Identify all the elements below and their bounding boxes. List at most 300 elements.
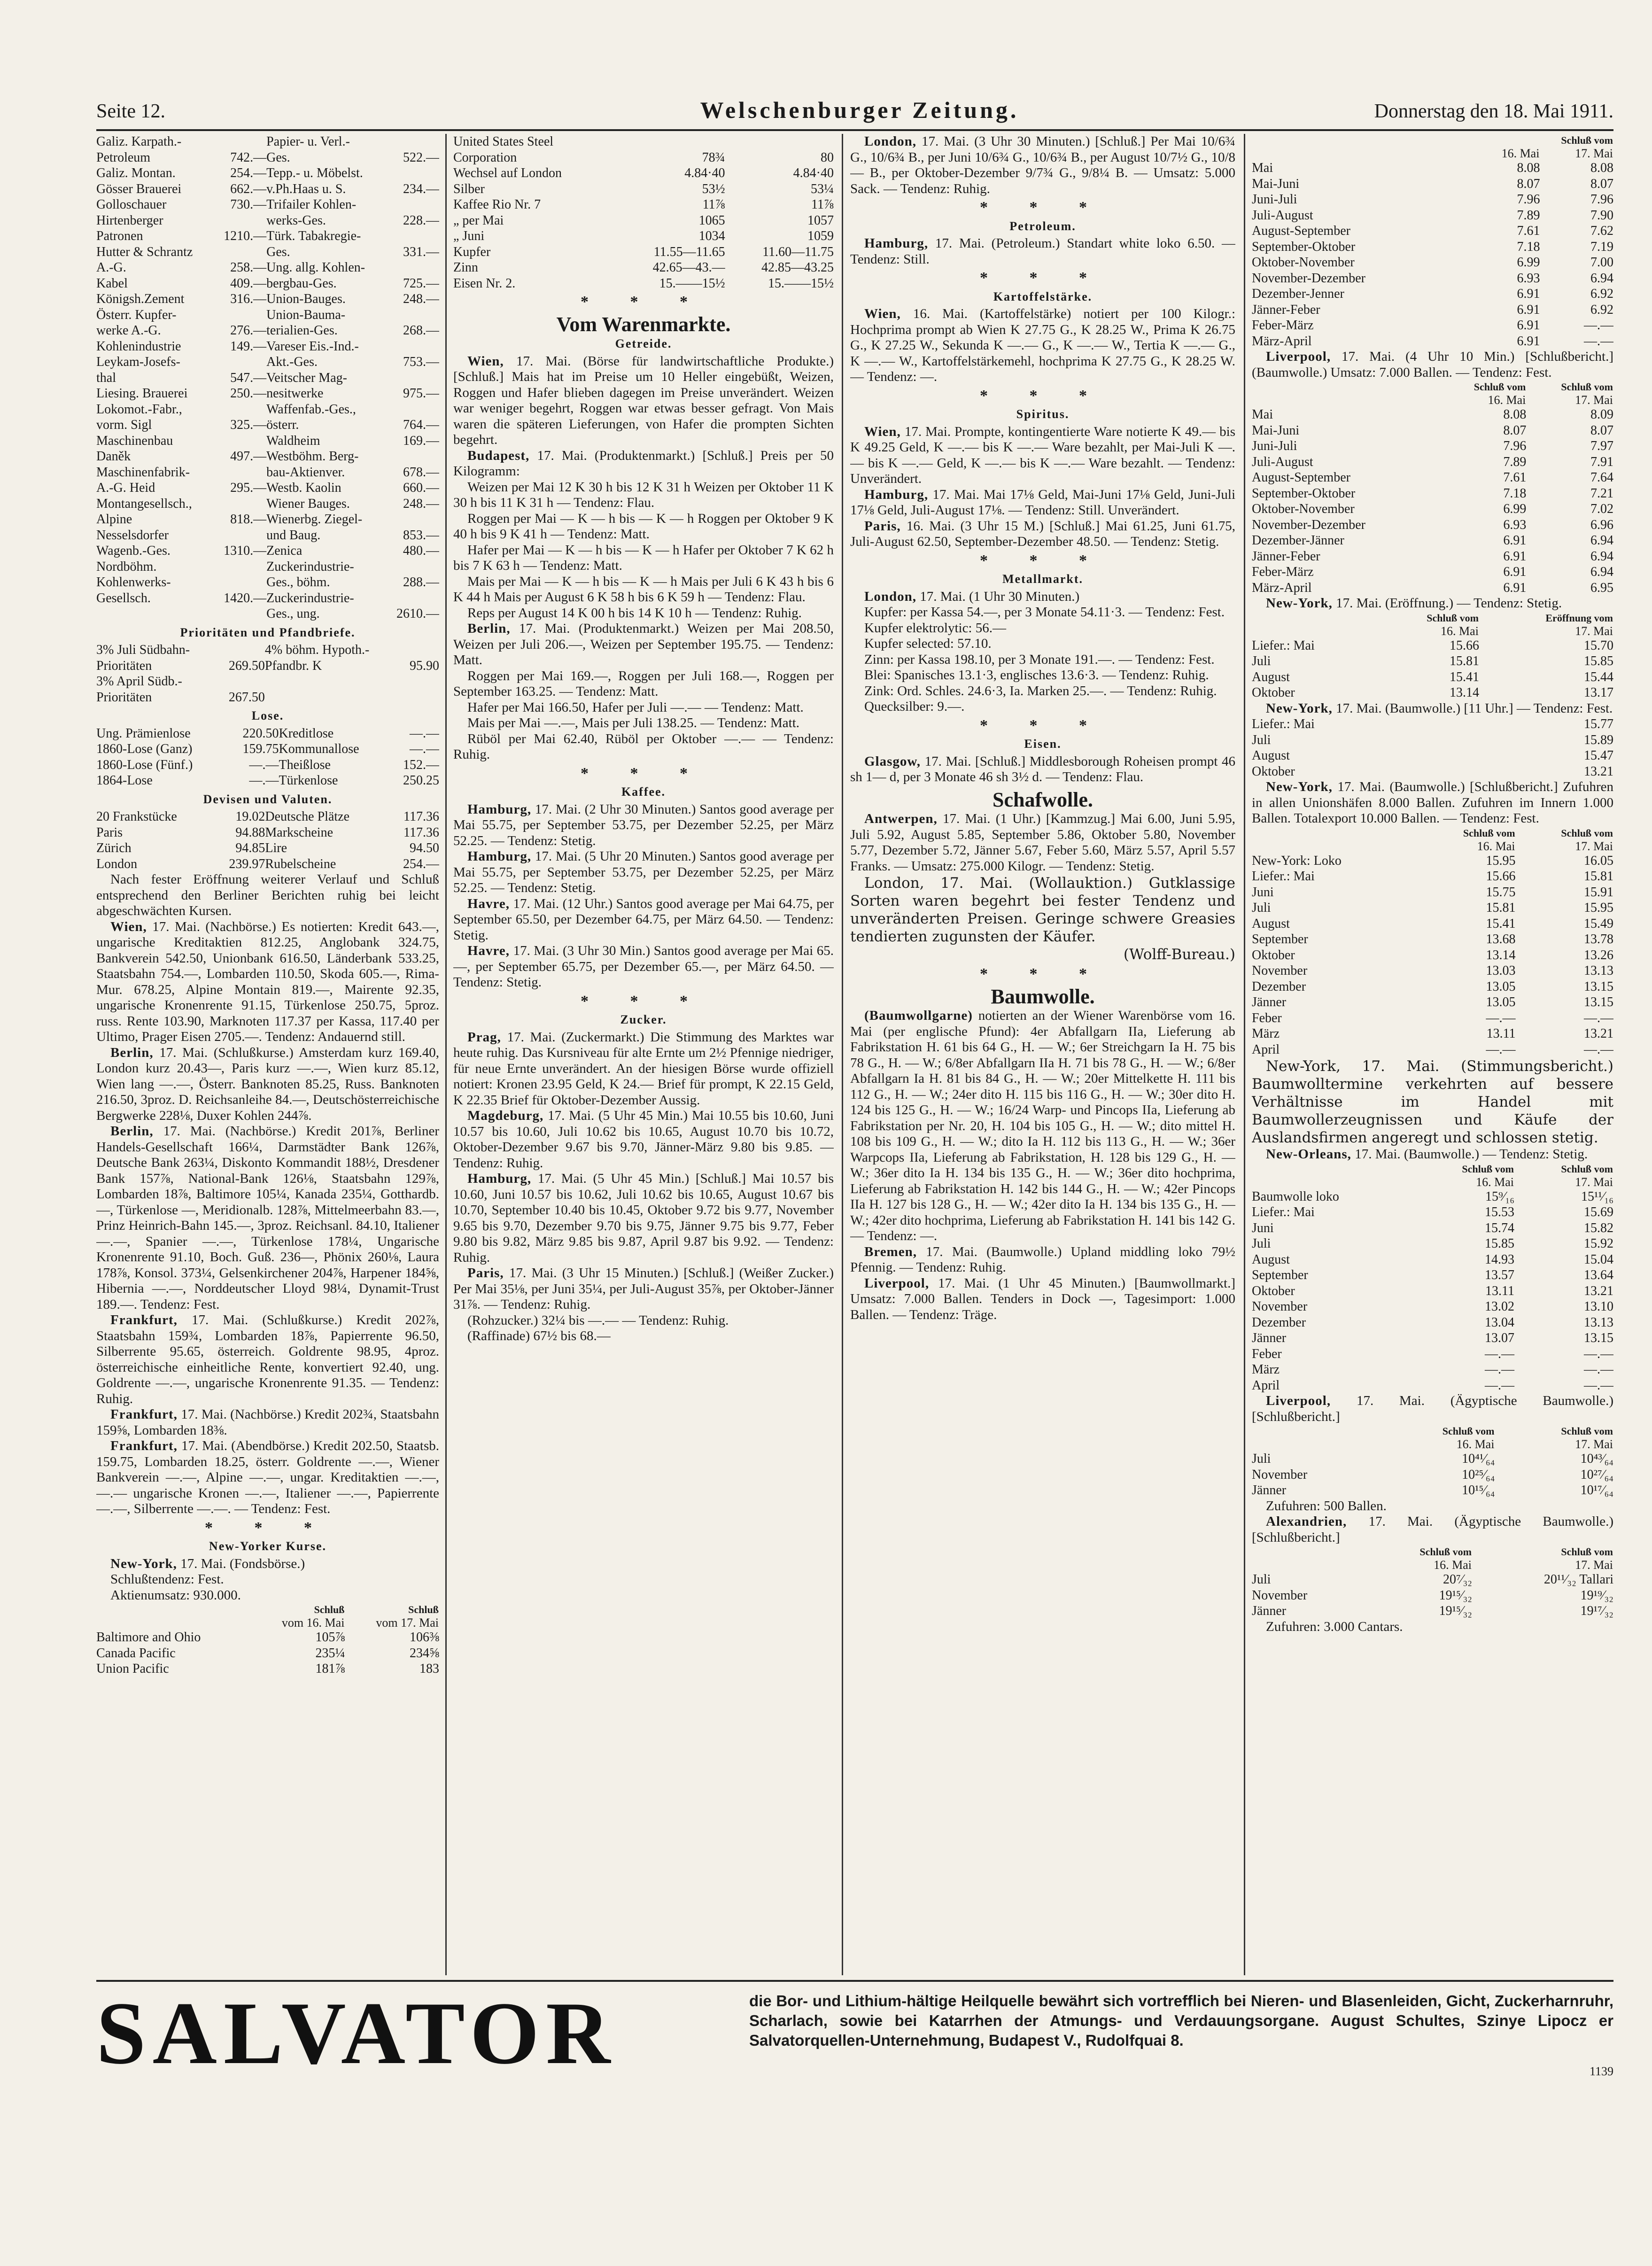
table-cell: 7.61 bbox=[1503, 470, 1527, 485]
market-report: Kupfer: per Kassa 54.—, per 3 Monate 54.11·3. — Tendenz: Fest. bbox=[864, 605, 1225, 620]
table-cell: Dezember-Jänner bbox=[1252, 533, 1344, 548]
table-cell: 3% Juli Südbahn- bbox=[96, 643, 190, 657]
table-cell: Vareser Eis.-Ind.- bbox=[266, 339, 359, 354]
table-cell: 13.14 bbox=[1486, 947, 1516, 962]
table-cell: Kupfer bbox=[453, 244, 491, 259]
table-cell: 8.07 bbox=[1590, 176, 1613, 191]
stock-row bbox=[96, 606, 439, 622]
table-cell: Juli-August bbox=[1252, 208, 1313, 223]
table-cell: 234⅝ bbox=[410, 1645, 439, 1661]
table-cell: Liefer.: Mai bbox=[1252, 869, 1315, 884]
market-report: Nach fester Eröffnung weiterer Verlauf und Schluß entsprechend den Berliner Berichten ruhig bei leicht abgeschwächten Kursen. bbox=[96, 872, 439, 918]
market-report: Reps per August 14 K 00 h bis 14 K 10 h — Tendenz: Ruhig. bbox=[467, 605, 802, 621]
quote-row bbox=[1252, 1362, 1613, 1378]
table-cell: Akt.-Ges. bbox=[266, 355, 318, 369]
column-divider bbox=[445, 134, 447, 1975]
table-cell: Veitscher Mag- bbox=[266, 370, 347, 385]
table-cell: 13.15 bbox=[1584, 995, 1613, 1009]
table-cell: 20⁷⁄₃₂ bbox=[1443, 1572, 1472, 1587]
table-cell: Mai-Juni bbox=[1252, 176, 1300, 191]
table-cell: 235¼ bbox=[315, 1645, 345, 1661]
table-cell: Gösser Brauerei bbox=[96, 181, 182, 196]
table-cell: Wechsel auf London bbox=[453, 166, 562, 180]
table-cell: 1057 bbox=[807, 213, 834, 228]
quote-row bbox=[1252, 979, 1613, 995]
market-report: Prag, 17. Mai. (Zuckermarkt.) Die Stimmung des Marktes war heute ruhig. Das Kursniveau für alte Ernte um 2½ Pfennige niedriger, für neue Ernte unverändert. An der hiesigen Börse wurde offiziell notiert: Kronen 23.95 Geld, K 24.— Brief für prompt, K 22.15 Geld, K 22.35 Brief für Oktober-Dezember Aussig. bbox=[453, 1029, 834, 1108]
table-cell: 117.36 bbox=[403, 825, 439, 840]
table-cell: Maschinenbau bbox=[96, 433, 173, 448]
table-cell: Mai-Juni bbox=[1252, 423, 1300, 438]
table-cell: 331.— bbox=[403, 244, 439, 259]
table-cell: 11.60—11.75 bbox=[762, 244, 834, 259]
table-cell bbox=[401, 690, 439, 706]
table-cell: Juni bbox=[1252, 1220, 1274, 1235]
table-cell: Zinn bbox=[453, 260, 478, 275]
table-cell: 15.47 bbox=[1584, 748, 1613, 763]
stock-row bbox=[96, 417, 439, 433]
bond-row bbox=[96, 642, 439, 658]
table-cell: 6.99 bbox=[1517, 255, 1540, 270]
table-cell: 316.— bbox=[230, 292, 267, 306]
quote-row bbox=[1252, 239, 1613, 255]
table-cell: 7.18 bbox=[1503, 486, 1527, 501]
market-report: Frankfurt, 17. Mai. (Schlußkurse.) Kredit 202⅞, Staatsbahn 159¾, Lombarden 18⅞, Papierrente 96.50, Silberrente 95.65, österreich. Goldrente 98.95, 4proz. österreichische einheitliche Rente, konvertiert 92.40, ung. Goldrente —.—, ungarische Kronenrente 91.35. — Tendenz: Ruhig. bbox=[96, 1312, 439, 1406]
table-cell: 742.— bbox=[230, 150, 267, 165]
market-report: Weizen per Mai 12 K 30 h bis 12 K 31 h Weizen per Oktober 11 K 30 h bis 11 K 31 h — Tendenz: Flau. bbox=[453, 479, 834, 510]
table-cell: —.— bbox=[410, 726, 439, 741]
table-cell: Jänner-Feber bbox=[1252, 549, 1320, 564]
stock-row bbox=[96, 528, 439, 543]
table-cell: Zuckerindustrie- bbox=[266, 559, 354, 574]
stock-row bbox=[96, 590, 439, 606]
table-cell: 6.94 bbox=[1590, 565, 1613, 579]
table-cell: —.— bbox=[1486, 1042, 1516, 1057]
quote-row bbox=[1252, 963, 1613, 979]
table-cell: bau-Aktienver. bbox=[266, 465, 345, 480]
quote-row bbox=[1252, 501, 1613, 517]
table-cell: Tepp.- u. Möbelst. bbox=[266, 166, 363, 180]
table-cell: 42.85—43.25 bbox=[761, 260, 834, 275]
table-cell: Hirtenberger bbox=[96, 213, 163, 228]
separator-stars: * * * bbox=[205, 1519, 331, 1537]
table-cell: 78¾ bbox=[702, 150, 725, 165]
table-cell: September-Oktober bbox=[1252, 486, 1356, 501]
ny-quotes-table: Schluß Schluß vom 16. Mai vom 17. Mai Baltimore and Ohio 105⅞ 106⅜ Canada Pacific 235¼ 234⅝ Union Pacific 181⅞ 183 bbox=[96, 1604, 439, 1676]
quote-row bbox=[96, 1645, 439, 1661]
table-cell bbox=[218, 642, 265, 658]
table-cell: 267.50 bbox=[228, 690, 265, 705]
column-1 bbox=[96, 134, 439, 1975]
market-report: Roggen per Mai 169.—, Roggen per Juli 168.—, Roggen per September 163.25. — Tendenz: Matt. bbox=[453, 668, 834, 699]
quote-row bbox=[1252, 1346, 1613, 1362]
quote-row bbox=[1252, 423, 1613, 439]
quote-row bbox=[1252, 1330, 1613, 1346]
stock-row bbox=[96, 339, 439, 355]
stock-row bbox=[96, 370, 439, 386]
quote-row bbox=[1252, 223, 1613, 239]
table-cell: 6.91 bbox=[1517, 287, 1540, 301]
cotton-table: Schluß vom 16. Mai 17. Mai Mai 8.08 8.08 Mai-Juni 8.07 8.07 Juni-Juli 7.96 7.96 Juli-August 7.89 7.90 August-September 7.61 7.62 September-Oktober 7.18 7.19 Oktober-November 6.99 7.00 November-Dezember 6.93 6.94 Dezember-Jenner 6.91 6.92 Jänner-Feber 6.91 6.92 Feber-März 6.91 —.— März-April 6.91 —.— bbox=[1252, 134, 1613, 349]
table-cell bbox=[214, 559, 266, 575]
quote-row bbox=[1252, 1026, 1613, 1042]
table-cell: 6.96 bbox=[1590, 517, 1613, 532]
table-cell bbox=[725, 134, 834, 150]
market-report: New-Orleans, 17. Mai. (Baumwolle.) — Tendenz: Stetig. bbox=[1266, 1147, 1588, 1162]
table-cell bbox=[218, 674, 265, 690]
table-cell: 764.— bbox=[403, 418, 439, 432]
table-cell: 547.— bbox=[230, 370, 267, 385]
quote-row bbox=[1252, 885, 1613, 900]
market-report: Liverpool, 17. Mai. (1 Uhr 45 Minuten.) [Baumwollmarkt.] Umsatz: 7.000 Ballen. Tenders in Dock —, Tagesimport: 1.000 Ballen. — Tendenz: Träge. bbox=[850, 1275, 1235, 1322]
table-cell: 19¹⁹⁄₃₂ bbox=[1580, 1588, 1613, 1603]
currency-row bbox=[96, 840, 439, 856]
ad-code: 1139 bbox=[1589, 2064, 1613, 2078]
quote-row bbox=[1252, 517, 1613, 533]
table-cell: 20 Frankstücke bbox=[96, 809, 177, 824]
table-cell: 1065 bbox=[698, 213, 725, 228]
stock-row bbox=[96, 213, 439, 229]
stock-row bbox=[96, 291, 439, 307]
table-cell: 19¹⁵⁄₃₂ bbox=[1439, 1588, 1472, 1603]
table-cell: 853.— bbox=[403, 528, 439, 543]
table-cell: Liefer.: Mai bbox=[1252, 1205, 1315, 1219]
quote-row bbox=[1252, 1603, 1613, 1619]
stock-row bbox=[96, 228, 439, 244]
stock-row bbox=[96, 433, 439, 449]
table-cell: 662.— bbox=[230, 181, 267, 196]
table-cell: 2610.— bbox=[396, 606, 439, 621]
table-cell: Trifailer Kohlen- bbox=[266, 197, 357, 212]
table-cell: 13.10 bbox=[1584, 1299, 1613, 1314]
table-cell: A.-G. Heid bbox=[96, 481, 155, 495]
table-cell: Feber-März bbox=[1252, 318, 1314, 333]
table-cell: 14.93 bbox=[1485, 1252, 1515, 1267]
table-cell: 975.— bbox=[403, 386, 439, 401]
commodity-row bbox=[453, 228, 834, 244]
section-heading: New-Yorker Kurse. bbox=[209, 1539, 327, 1553]
table-cell: 13.57 bbox=[1485, 1268, 1515, 1282]
quote-row bbox=[1252, 1252, 1613, 1268]
table-cell: 288.— bbox=[403, 575, 439, 590]
table-cell: —.— bbox=[249, 773, 279, 788]
quote-row bbox=[1252, 685, 1613, 701]
table-cell: Türkenlose bbox=[279, 773, 338, 788]
table-cell: März bbox=[1252, 1026, 1280, 1041]
table-cell: Feber bbox=[1252, 1346, 1282, 1361]
quote-row bbox=[1252, 438, 1613, 454]
table-cell: thal bbox=[96, 370, 116, 385]
quote-row bbox=[1252, 302, 1613, 318]
quote-row bbox=[1252, 1588, 1613, 1604]
table-cell: 13.26 bbox=[1584, 947, 1613, 962]
quote-row bbox=[1252, 208, 1613, 224]
table-cell: 181⅞ bbox=[315, 1661, 345, 1676]
table-cell: Kaffee Rio Nr. 7 bbox=[453, 197, 541, 212]
table-cell: Königsh.Zement bbox=[96, 292, 185, 306]
table-cell: 254.— bbox=[403, 856, 439, 871]
table-cell: Patronen bbox=[96, 229, 143, 243]
commodity-row bbox=[453, 197, 834, 213]
table-cell bbox=[214, 134, 266, 150]
market-report: Zink: Ord. Schles. 24.6·3, Ia. Marken 25.—. — Tendenz: Ruhig. bbox=[864, 683, 1217, 698]
separator-stars: * * * bbox=[581, 764, 706, 782]
separator-stars: * * * bbox=[980, 965, 1106, 983]
table-cell: Oktober bbox=[1252, 764, 1295, 779]
table-cell: Silber bbox=[453, 181, 485, 196]
market-report: Paris, 17. Mai. (3 Uhr 15 Minuten.) [Schluß.] (Weißer Zucker.) Per Mai 35⅛, per Juni 35¼, per Juli-August 35⅞, per Oktober-Jänner 31⅞. — Tendenz: Ruhig. bbox=[453, 1265, 834, 1312]
quote-row bbox=[1252, 869, 1613, 885]
market-report: Hafer per Mai — K — h bis — K — h Hafer per Oktober 7 K 62 h bis 7 K 63 h — Tendenz: Matt. bbox=[453, 542, 834, 573]
column-divider bbox=[1244, 134, 1245, 1975]
market-report: Rüböl per Mai 62.40, Rüböl per Oktober —.— — Tendenz: Ruhig. bbox=[453, 731, 834, 762]
table-cell: 15.44 bbox=[1584, 669, 1613, 684]
table-cell: 6.91 bbox=[1503, 549, 1527, 564]
table-cell: 7.96 bbox=[1590, 192, 1613, 207]
table-cell: 295.— bbox=[230, 481, 267, 495]
table-cell: 13.15 bbox=[1584, 979, 1613, 994]
table-cell: 228.— bbox=[403, 213, 439, 228]
table-cell: 13.21 bbox=[1584, 764, 1613, 779]
table-cell bbox=[214, 433, 266, 449]
table-cell: 1034 bbox=[698, 229, 725, 243]
table-cell: Dezember bbox=[1252, 979, 1306, 994]
market-report: New-York, 17. Mai. (Fondsbörse.) bbox=[110, 1556, 305, 1571]
stock-row bbox=[96, 354, 439, 370]
table-cell: Daněk bbox=[96, 449, 131, 464]
table-cell bbox=[265, 674, 401, 690]
table-cell: 13.07 bbox=[1485, 1331, 1515, 1345]
table-cell: 6.91 bbox=[1503, 533, 1527, 548]
section-heading: Metallmarkt. bbox=[1002, 572, 1083, 586]
table-cell: 15¹¹⁄₁₆ bbox=[1581, 1189, 1613, 1204]
table-cell: Ges., böhm. bbox=[266, 575, 330, 590]
table-cell: Prioritäten bbox=[96, 690, 152, 705]
table-cell: August-September bbox=[1252, 224, 1350, 238]
table-cell: 3% April Südb.- bbox=[96, 674, 182, 689]
table-cell: November-Dezember bbox=[1252, 271, 1365, 286]
table-cell: Paris bbox=[96, 825, 123, 840]
table-cell: Deutsche Plätze bbox=[265, 809, 349, 824]
table-cell: österr. bbox=[266, 418, 299, 432]
market-report: Havre, 17. Mai. (12 Uhr.) Santos good average per Mai 64.75, per September 65.50, per Dezember 64.75, per März 64.50. — Tendenz: Stetig. bbox=[453, 896, 834, 943]
table-cell: 169.— bbox=[403, 433, 439, 448]
table-cell: 15.81 bbox=[1449, 654, 1479, 668]
table-cell: 7.91 bbox=[1590, 454, 1613, 469]
quote-row bbox=[1252, 994, 1613, 1010]
ad-logo: SALVATOR bbox=[96, 1984, 617, 2083]
table-cell: Alpine bbox=[96, 512, 132, 527]
table-cell: 7.19 bbox=[1590, 239, 1613, 254]
table-cell: 15.41 bbox=[1449, 669, 1479, 684]
commodity-row bbox=[453, 276, 834, 292]
table-cell: März-April bbox=[1252, 580, 1312, 595]
table-cell: 818.— bbox=[230, 512, 267, 527]
stock-row bbox=[96, 449, 439, 465]
table-cell: Waffenfab.-Ges., bbox=[266, 402, 356, 417]
table-cell: 1310.— bbox=[224, 543, 267, 558]
table-cell: Kohlenwerks- bbox=[96, 575, 171, 590]
quote-row bbox=[1252, 853, 1613, 869]
table-cell: Leykam-Josefs- bbox=[96, 355, 180, 369]
table-cell: 13.11 bbox=[1485, 1283, 1515, 1298]
table-cell: 13.13 bbox=[1584, 1315, 1613, 1330]
table-cell: London bbox=[96, 856, 138, 871]
table-cell: 15.74 bbox=[1485, 1220, 1515, 1235]
currency-row bbox=[96, 856, 439, 872]
quote-row bbox=[1252, 286, 1613, 302]
section-heading: Spiritus. bbox=[1016, 407, 1070, 421]
market-report: Berlin, 17. Mai. (Schlußkurse.) Amsterdam kurz 169.40, London kurz 20.43—, Paris kurz —.—, Wien kurz 85.12, Wien lang —.—, Österr. Banknoten 85.25, Russ. Banknoten 216.50, 3proz. D. Reichsanleihe 84.—, Deutschösterreichische Bergwerke 228⅛, Duxer Kohlen 244⅞. bbox=[96, 1045, 439, 1123]
table-cell: 10¹⁷⁄₆₄ bbox=[1580, 1483, 1613, 1498]
commodity-row bbox=[453, 150, 834, 166]
market-report: London, 17. Mai. (1 Uhr 30 Minuten.) bbox=[864, 589, 1080, 604]
quote-row bbox=[1252, 1378, 1613, 1394]
table-cell: werke A.-G. bbox=[96, 323, 161, 338]
table-cell: 7.18 bbox=[1517, 239, 1540, 254]
quote-row bbox=[1252, 748, 1613, 764]
table-cell: 234.— bbox=[403, 181, 439, 196]
table-cell: 13.14 bbox=[1449, 685, 1479, 700]
table-cell: 15.41 bbox=[1486, 916, 1516, 931]
table-cell: Feber-März bbox=[1252, 565, 1314, 579]
table-cell: —.— bbox=[249, 757, 279, 772]
market-report: Liverpool, 17. Mai. (Ägyptische Baumwolle.) [Schlußbericht.] bbox=[1252, 1393, 1613, 1424]
table-cell: —.— bbox=[1584, 1010, 1613, 1025]
cotton-table: Schluß vom Eröffnung vom 16. Mai 17. Mai Liefer.: Mai 15.66 15.70 Juli 15.81 15.85 August 15.41 15.44 Oktober 13.14 13.17 bbox=[1252, 612, 1613, 700]
table-cell: 1860-Lose (Fünf.) bbox=[96, 757, 193, 772]
table-cell: Liefer.: Mai bbox=[1252, 638, 1315, 653]
table-cell bbox=[387, 402, 439, 418]
market-report: London, 17. Mai. (Wollauktion.) Gutklassige Sorten waren begehrt bei fester Tendenz und unveränderten Preisen. Geringe schwere Greasies tendierten zugunsten der Käufer. bbox=[850, 875, 1235, 945]
table-cell: Juli bbox=[1252, 1451, 1271, 1466]
cotton-table: Schluß vom Schluß vom 16. Mai 17. Mai Mai 8.08 8.09 Mai-Juni 8.07 8.07 Juni-Juli 7.96 7.97 Juli-August 7.89 7.91 August-September 7.61 7.64 September-Oktober 7.18 7.21 Oktober-November 6.99 7.02 November-Dezember 6.93 6.96 Dezember-Jänner 6.91 6.94 Jänner-Feber 6.91 6.94 Feber-März 6.91 6.94 März-April 6.91 6.95 bbox=[1252, 381, 1613, 595]
currency-row bbox=[96, 809, 439, 825]
quote-row bbox=[96, 1630, 439, 1645]
market-report: Bremen, 17. Mai. (Baumwolle.) Upland middling loko 79½ Pfennig. — Tendenz: Ruhig. bbox=[850, 1244, 1235, 1275]
table-cell: —.— bbox=[1584, 334, 1613, 349]
quote-row bbox=[1252, 1267, 1613, 1283]
quote-row bbox=[1252, 486, 1613, 502]
table-cell: November bbox=[1252, 963, 1308, 978]
table-cell: 660.— bbox=[403, 481, 439, 495]
table-cell: August bbox=[1252, 916, 1290, 931]
table-cell: 7.89 bbox=[1517, 208, 1540, 223]
table-cell: nesitwerke bbox=[266, 386, 324, 401]
table-cell: 8.08 bbox=[1503, 407, 1527, 422]
table-cell: März bbox=[1252, 1362, 1280, 1377]
quote-row bbox=[1252, 1467, 1613, 1483]
table-cell: Corporation bbox=[453, 150, 517, 165]
section-heading: Prioritäten und Pfandbriefe. bbox=[180, 625, 356, 639]
table-cell: Union Pacific bbox=[96, 1661, 169, 1676]
stock-row bbox=[96, 386, 439, 402]
market-report: Wien, 16. Mai. (Kartoffelstärke) notiert per 100 Kilogr.: Hochprima prompt ab Wien K 27.75 G., K 28.25 W., Prima K 26.75 G., K 27.25 W., Sekunda K —.— G., K —.— W., Tertia K —.— G., K —.— W., Kartoffelstärkemehl, hochprima K 27.75 G., K 28.25 W. — Tendenz: —. bbox=[850, 306, 1235, 384]
table-cell: August bbox=[1252, 748, 1290, 763]
quote-row bbox=[1252, 533, 1613, 549]
market-report: Wien, 17. Mai. (Nachbörse.) Es notierten: Kredit 643.—, ungarische Kreditaktien 812.25, Anglobank 324.75, Bankverein 542.50, Unionbank 616.50, Länderbank 533.25, Staatsbahn 754.—, Lombarden 110.50, Skoda 605.—, Rima-Mur. 678.25, Alpine Montain 819.—, Mairente 92.35, ungarische Kronenrente 91.15, Türkenlose 250.75, 5proz. russ. Rente 103.90, Marknoten 117.37 per Kassa, 117.40 per Ultimo, Prager Eisen 2705.—. Tendenz: Andauernd still. bbox=[96, 919, 439, 1044]
table-cell: 13.17 bbox=[1584, 685, 1613, 700]
bond-row bbox=[96, 674, 439, 690]
table-cell: Canada Pacific bbox=[96, 1645, 176, 1661]
table-cell: April bbox=[1252, 1378, 1280, 1393]
table-cell: 730.— bbox=[230, 197, 267, 212]
table-cell: Kabel bbox=[96, 276, 128, 291]
table-cell: 13.05 bbox=[1486, 979, 1516, 994]
table-cell: Juli-August bbox=[1252, 454, 1313, 469]
table-cell: 6.94 bbox=[1590, 271, 1613, 286]
table-cell: Ges., ung. bbox=[266, 606, 320, 621]
commodity-row bbox=[453, 244, 834, 260]
table-cell: Wagenb.-Ges. bbox=[96, 543, 171, 558]
table-cell: 20¹¹⁄₃₂ Tallari bbox=[1543, 1572, 1613, 1587]
table-cell bbox=[387, 307, 439, 323]
table-cell: Galiz. Karpath.- bbox=[96, 134, 182, 149]
table-cell: 13.64 bbox=[1584, 1268, 1613, 1282]
table-cell: 6.92 bbox=[1590, 287, 1613, 301]
stock-row bbox=[96, 480, 439, 496]
table-cell: Dezember-Jenner bbox=[1252, 287, 1344, 301]
market-report: (Raffinade) 67½ bis 68.— bbox=[467, 1328, 611, 1343]
column-2 bbox=[453, 134, 834, 1975]
table-cell: April bbox=[1252, 1042, 1280, 1057]
table-cell bbox=[265, 690, 401, 706]
masthead-title: Welschenburger Zeitung. bbox=[700, 97, 1019, 123]
market-report: New-York, 17. Mai. (Stimmungsbericht.) Baumwolltermine verkehrten auf bessere Verhältnisse im Handel mit Baumwollerzeugnissen und Käufe der Auslandsfirmen angeregt und schlossen stetig. bbox=[1252, 1058, 1613, 1146]
market-report: Mais per Mai —.—, Mais per Juli 138.25. — Tendenz: Matt. bbox=[467, 715, 800, 730]
table-cell: 80 bbox=[821, 150, 834, 165]
table-cell: Juni bbox=[1252, 885, 1274, 900]
commodity-row bbox=[453, 181, 834, 197]
table-cell: 4.84·40 bbox=[793, 166, 834, 180]
quote-row bbox=[1252, 580, 1613, 596]
quote-row bbox=[1252, 1572, 1613, 1588]
table-cell: 94.85 bbox=[235, 841, 265, 855]
table-cell: 13.21 bbox=[1584, 1026, 1613, 1041]
page-header bbox=[96, 96, 1613, 131]
table-cell: November bbox=[1252, 1299, 1308, 1314]
table-cell: Westb. Kaolin bbox=[266, 481, 341, 495]
table-cell: 15.49 bbox=[1584, 916, 1613, 931]
table-cell: 6.91 bbox=[1517, 302, 1540, 317]
table-cell: Baltimore and Ohio bbox=[96, 1630, 201, 1645]
table-cell: 276.— bbox=[230, 323, 267, 338]
table-cell: Oktober bbox=[1252, 685, 1295, 700]
market-report: Mais per Mai — K — h bis — K — h Mais per Juli 6 K 43 h bis 6 K 44 h Mais per August 6 K 58 h bis 6 K 59 h — Tendenz: Flau. bbox=[453, 574, 834, 605]
table-cell: 53½ bbox=[702, 181, 725, 196]
table-cell: März-April bbox=[1252, 334, 1312, 349]
table-cell: 95.90 bbox=[410, 658, 439, 673]
table-cell: 1864-Lose bbox=[96, 773, 153, 788]
table-cell: 13.04 bbox=[1485, 1315, 1515, 1330]
table-cell: 13.03 bbox=[1486, 963, 1516, 978]
table-cell: Ung. Prämienlose bbox=[96, 726, 191, 741]
table-cell: 15⁹⁄₁₆ bbox=[1485, 1189, 1515, 1204]
table-cell: v.Ph.Haas u. S. bbox=[266, 181, 346, 196]
stock-row bbox=[96, 323, 439, 339]
table-cell: 13.02 bbox=[1485, 1299, 1515, 1314]
table-cell bbox=[616, 134, 725, 150]
table-cell: —.— bbox=[410, 742, 439, 756]
cotton-table: Schluß vom Schluß vom 16. Mai 17. Mai New-York: Loko 15.95 16.05 Liefer.: Mai 15.66 15.81 Juni 15.75 15.91 Juli 15.81 15.95 August 15.41 15.49 September 13.68 13.78 Oktober 13.14 13.26 November 13.03 13.13 Dezember 13.05 13.15 Jänner 13.05 13.15 Feber —.— —.— März 13.11 13.21 April —.— —.— bbox=[1252, 827, 1613, 1057]
table-cell: 42.65—43.— bbox=[652, 260, 725, 275]
table-cell: 106⅜ bbox=[410, 1630, 439, 1645]
table-cell: Golloschauer bbox=[96, 197, 167, 212]
table-cell: Oktober bbox=[1252, 1283, 1295, 1298]
table-cell: 7.90 bbox=[1590, 208, 1613, 223]
table-cell: 7.89 bbox=[1503, 454, 1527, 469]
table-cell: 13.11 bbox=[1486, 1026, 1516, 1041]
table-cell: 6.91 bbox=[1517, 318, 1540, 333]
